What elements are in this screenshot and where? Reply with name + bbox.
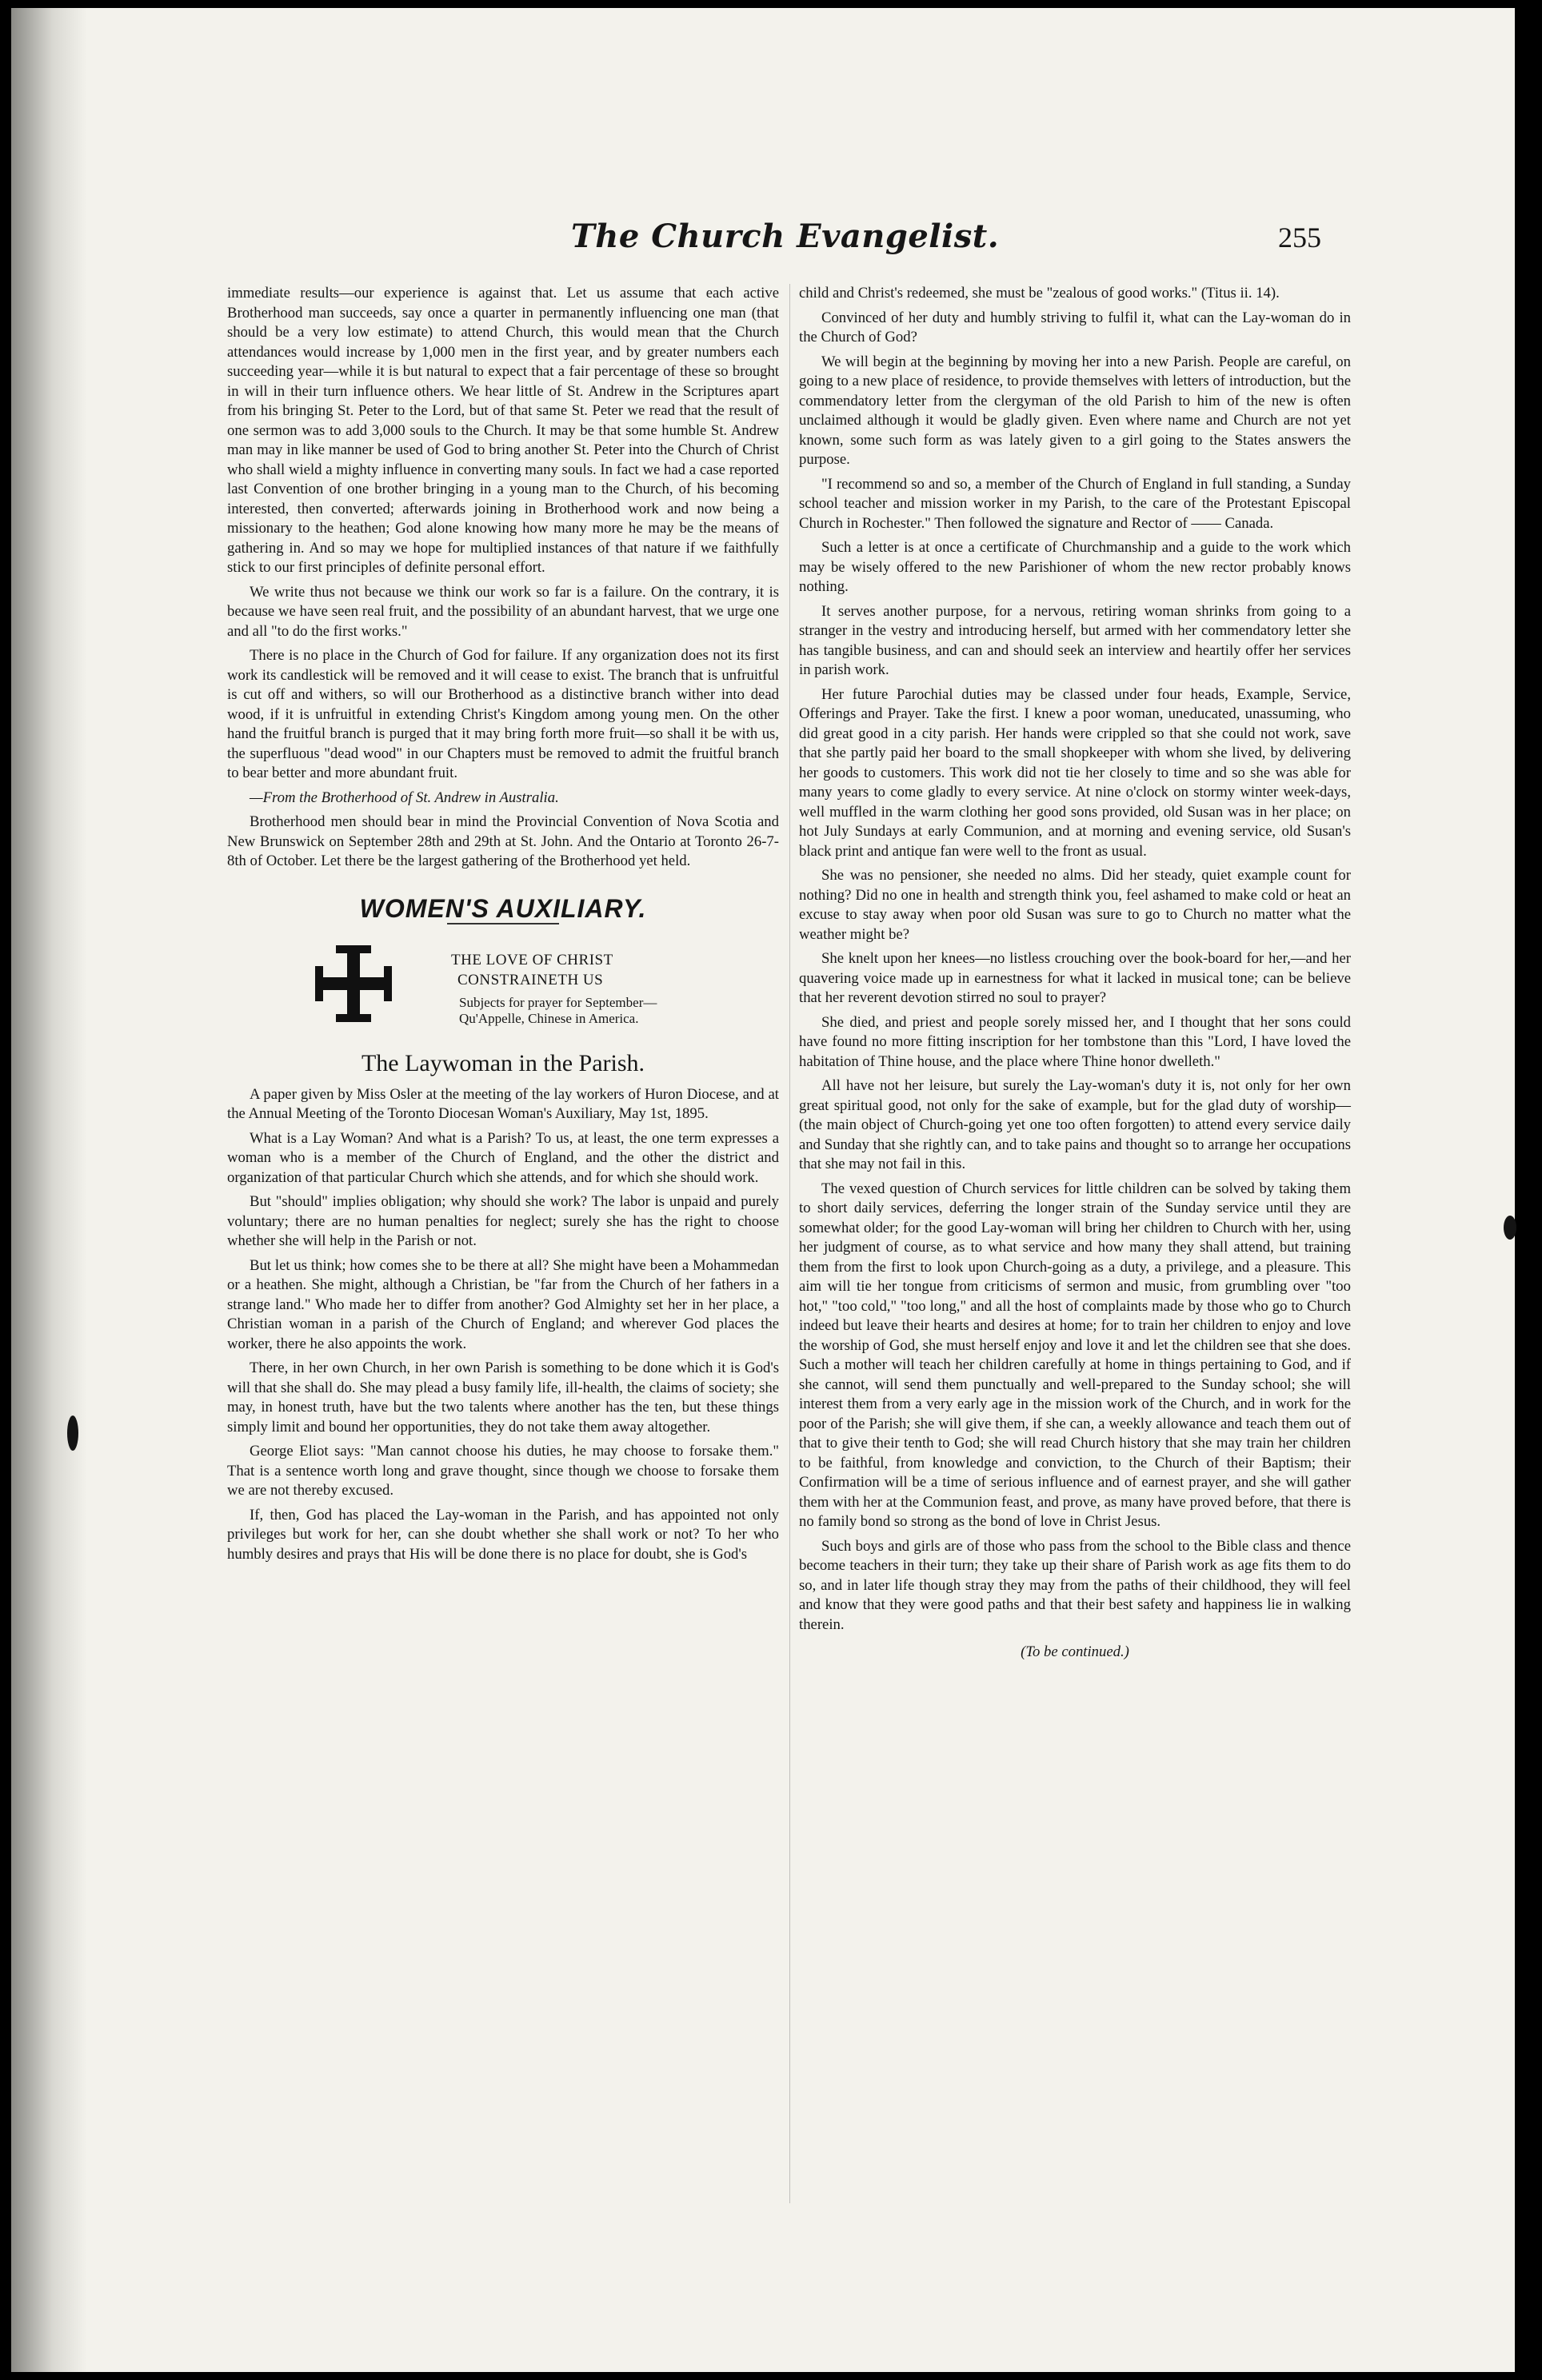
brotherhood-paragraph-2: We write thus not because we think our work so far is a failure. On the contrary, it is because we have seen real fruit, and the possibility of an abundant harvest, that we urge one and all "to do the first works." bbox=[227, 583, 779, 640]
paper-paragraph-1: A paper given by Miss Osler at the meeting of the lay workers of Huron Diocese, and at the Annual Meeting of the Toronto Diocesan Woman's Auxiliary, May 1st, 1895. bbox=[227, 1085, 779, 1122]
column-rule bbox=[789, 284, 790, 2203]
document-page bbox=[11, 8, 1515, 2372]
brotherhood-source: —From the Brotherhood of St. Andrew in Australia. bbox=[250, 789, 559, 806]
to-be-continued: (To be continued.) bbox=[1021, 1643, 1129, 1660]
right-paragraph-8: She was no pensioner, she needed no alms. Did her steady, quiet example count for nothing? Did no one in health and strength think you, feel ashamed to make cold or heat an excuse to stay away when poor old Susan was sure to go to Church no matter what the weather might be? bbox=[799, 867, 1351, 943]
motto-block bbox=[227, 939, 779, 1051]
right-paragraph-13: Such boys and girls are of those who pass from the school to the Bible class and thence become teachers in their turn; they take up their share of Parish work as age fits them to do so, and in later life though stray they may from the paths of their childhood, they will feel and know that they were good paths and that their best safety and happiness lie in walking therein. bbox=[799, 1537, 1351, 1633]
right-column bbox=[799, 284, 1351, 1663]
section-heading-womens-auxiliary: WOMEN'S AUXILIARY. bbox=[359, 893, 647, 923]
paper-paragraph-2: What is a Lay Woman? And what is a Parish? To us, at least, the one term expresses a woman who is a member of the Church of England, and the other the district and organization of that particular Church which she attends, and for which she should work. bbox=[227, 1129, 779, 1186]
heading-rule bbox=[447, 923, 559, 924]
brotherhood-paragraph-1: immediate results—our experience is against that. Let us assume that each active Brotherhood man succeeds, say once a quarter in permanently influencing one man (that should be a very low estimate) to attend Church, this would mean that the Church attendances would increase by 1,000 men in the first year, and by greater numbers each succeeding year—while it is but natural to expect that a fair percentage of these so brought in will in their turn influence others. We hear little of St. Andrew in the Scriptures apart from his bringing St. Peter to the Lord, but of that same St. Peter we read that the result of one sermon was to add 3,000 souls to the Church. It may be that some humble St. Andrew man may in like manner be used of God to bring another St. Peter into the Church of Christ who shall wield a mighty influence in converting many souls. In fact we had a case reported last Convention of one brother bringing in a young man to the Church, of his becoming interested, then converted; afterwards joining in Brotherhood work and now being a missionary to the heathen; God alone knowing how many more he may be the means of gathering in. And so may we hope for multiplied instances of that nature if we faithfully stick to our first principles of definite personal effort. bbox=[227, 285, 779, 576]
page-header bbox=[11, 218, 1515, 266]
motto-line-2: CONSTRAINETH US bbox=[457, 972, 604, 988]
right-paragraph-12: The vexed question of Church services for little children can be solved by taking them to short daily services, deferring the longer strain of the Sunday service until they are somewhat older; for the good Lay-woman will bring her children to Church with her, using her judgment of course, as to what service and how many they shall attend, but training them from the first to look upon Church-going as a duty, a privilege, and a pleasure. This aim will tie her tongue from criticisms of sermon and music, from grumbling over "too hot," "too cold," "too long," and all the host of complaints made by those who go to Church indeed but leave their hearts and desires at home; for to train her children to enjoy and love the worship of God, she must herself enjoy and love it and let the children see that she does. Such a mother will teach her children carefully at home in things pertaining to God, and if she cannot, will send them punctually and well-prepared to the Sunday school; she will interest them from a very early age in the mission work of the Church, and in work for the poor of the Parish; she will give them, if she can, a weekly allowance and teach them out of that to give their tenth to God; she will read Church history that she may train her children to be faithful, from knowledge and conviction, to the Church of their Baptism; their Confirmation will be a time of serious influence and of earnest prayer, and she will gather them with her at the Communion feast, and prove, as many have proved before, that there is no family bond so strong as the bond of love in Christ Jesus. bbox=[799, 1180, 1351, 1530]
margin-ink-mark-right bbox=[1504, 1216, 1516, 1240]
running-title: The Church Evangelist. bbox=[571, 218, 1000, 255]
right-paragraph-5: Such a letter is at once a certificate of Churchmanship and a guide to the work which may be wisely offered to the new Parishioner of whom the new rector probably knows nothing. bbox=[799, 539, 1351, 595]
right-paragraph-1: child and Christ's redeemed, she must be "zealous of good works." (Titus ii. 14). bbox=[799, 285, 1280, 301]
right-paragraph-9: She knelt upon her knees—no listless crouching over the book-board for her,—and her quavering voice made up in earnestness for what it lacked in musical tone; can be believe that her reverent devotion stirred no soul to prayer? bbox=[799, 950, 1351, 1006]
convention-note: Brotherhood men should bear in mind the Provincial Convention of Nova Scotia and New Brunswick on September 28th and 29th at St. John. And the Ontario at Toronto 26-7-8th of October. Let there be the largest gathering of the Brotherhood yet held. bbox=[227, 813, 779, 869]
paper-paragraph-7: If, then, God has placed the Lay-woman in the Parish, and has appointed not only privileges but work for her, can she doubt whether she shall work or not? To her who humbly desires and prays that His will be done there is no place for doubt, she is God's bbox=[227, 1506, 779, 1563]
paper-paragraph-6: George Eliot says: "Man cannot choose his duties, he may choose to forsake them." That is a sentence worth long and grave thought, since though we choose to forsake them we are not thereby excused. bbox=[227, 1443, 779, 1499]
right-paragraph-10: She died, and priest and people sorely missed her, and I thought that her sons could have found no more fitting inscription for her tombstone than this "Lord, I have loved the habitation of Thine house, and the place where Thine honor dwelleth." bbox=[799, 1013, 1351, 1070]
page-number: 255 bbox=[1278, 222, 1321, 254]
motto-line-1: THE LOVE OF CHRIST bbox=[451, 952, 613, 968]
paper-title: The Laywoman in the Parish. bbox=[361, 1050, 645, 1076]
right-paragraph-11: All have not her leisure, but surely the Lay-woman's duty it is, not only for her own great spiritual good, not only for the sake of example, but for the glad duty of worship—(the main object of Church-going yet one too often forgotten) to attend every service daily and Sunday that she rightly can, and to take pains and thought so to arrange her occupations that she may not fail in this. bbox=[799, 1077, 1351, 1172]
right-paragraph-7: Her future Parochial duties may be classed under four heads, Example, Service, Offerings and Prayer. Take the first. I knew a poor woman, uneducated, unassuming, who did great good in a city parish. Her hands were crippled so that she could not work, save that she partly paid her board to the small shopkeeper with whom she lived, by delivering her goods to customers. This work did not tie her closely to time and so she was able for many years to come gladly to every service. At nine o'clock on stormy winter week-days, well muffled in the warm clothing her good sons provided, old Susan was in her place; on hot July Sundays at early Communion, and at morning and evening service, old Susan's black print and antique fan were well to the front as usual. bbox=[799, 685, 1351, 860]
paper-paragraph-4: But let us think; how comes she to be there at all? She might have been a Mohammedan or a heathen. She might, although a Christian, be "far from the Church of her fathers in a strange land." Who made her to differ from another? God Almighty set her in her place, a Christian woman in a parish of the Church of England; and wherever God places the worker, there he also appoints the work. bbox=[227, 1256, 779, 1352]
subjects-line-1: Subjects for prayer for September— bbox=[459, 995, 657, 1010]
motto bbox=[451, 950, 613, 990]
margin-ink-mark-left bbox=[67, 1416, 78, 1451]
left-column bbox=[227, 284, 779, 1569]
right-paragraph-3: We will begin at the beginning by moving her into a new Parish. People are careful, on going to a new place of residence, to provide themselves with letters of introduction, but the commendatory letter from the clergyman of the old Parish to him of the new is often unclaimed although it would be gladly given. Even where name and Church are not yet known, some such form as was lately given to a girl going to the States answers the purpose. bbox=[799, 353, 1351, 468]
brotherhood-paragraph-3: There is no place in the Church of God for failure. If any organization does not its first work its candlestick will be removed and it will cease to exist. The branch that is unfruitful is cut off and withers, so will our Brotherhood as a distinctive branch wither into dead wood, if it is unfruitful in extending Christ's Kingdom among young men. On the other hand the fruitful branch is purged that it may bring forth more fruit—so shall it be with us, the superfluous "dead wood" in our Chapters must be removed to admit the fruitful branch to bear better and more abundant fruit. bbox=[227, 647, 779, 781]
right-paragraph-2: Convinced of her duty and humbly striving to fulfil it, what can the Lay-woman do in the Church of God? bbox=[799, 309, 1351, 345]
right-paragraph-4: "I recommend so and so, a member of the Church of England in full standing, a Sunday school teacher and mission worker in my Parish, to the care of the Protestant Episcopal Church in Rochester." Then followed the signature and Rector of —— Canada. bbox=[799, 475, 1351, 532]
cross-potent-icon bbox=[315, 945, 392, 1022]
binding-shadow bbox=[11, 8, 87, 2372]
subjects-line-2: Qu'Appelle, Chinese in America. bbox=[459, 1011, 639, 1026]
prayer-subjects bbox=[459, 995, 657, 1027]
paper-paragraph-3: But "should" implies obligation; why should she work? The labor is unpaid and purely voluntary; there are no human penalties for neglect; surely she has the right to choose whether she will help in the Parish or not. bbox=[227, 1193, 779, 1249]
paper-paragraph-5: There, in her own Church, in her own Parish is something to be done which it is God's will that she shall do. She may plead a busy family life, ill-health, the claims of society; she may, in honest truth, have but the two talents where another has the ten, but these things simply limit and bound her opportunities, they do not take them away altogether. bbox=[227, 1360, 779, 1436]
right-paragraph-6: It serves another purpose, for a nervous, retiring woman shrinks from going to a stranger in the vestry and introducing herself, but armed with her commendatory letter she has tangible business, and can and should seek an interview and heartily offer her services in parish work. bbox=[799, 602, 1351, 678]
